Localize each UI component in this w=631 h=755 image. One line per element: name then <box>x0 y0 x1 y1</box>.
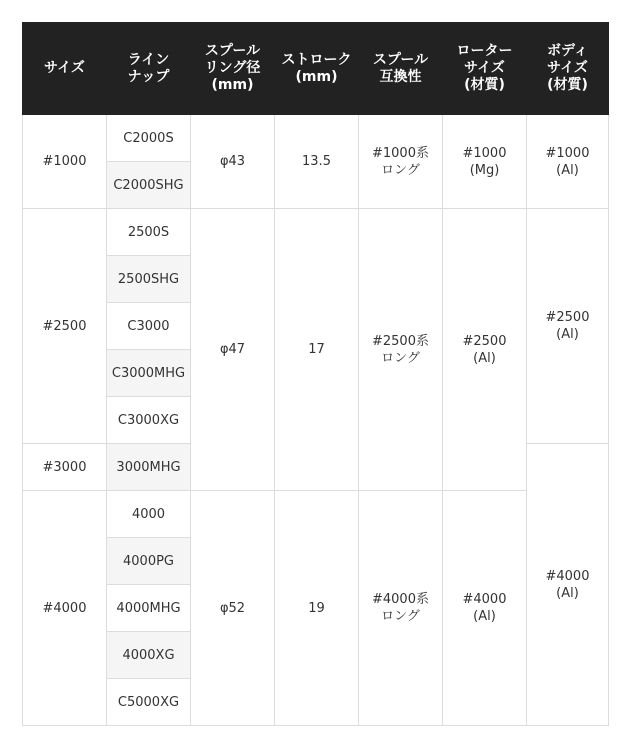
header-spool-ring: スプール リング径 (mm) <box>191 23 275 115</box>
size-cell: #4000 <box>23 491 107 726</box>
lineup-cell: 4000XG <box>107 632 191 679</box>
lineup-cell: C3000 <box>107 303 191 350</box>
rotor-cell: #2500 (Al) <box>443 209 527 491</box>
lineup-cell: 3000MHG <box>107 444 191 491</box>
body-cell: #1000 (Al) <box>527 115 609 209</box>
lineup-cell: C3000MHG <box>107 350 191 397</box>
lineup-cell: C3000XG <box>107 397 191 444</box>
table-row <box>23 209 609 256</box>
header-body: ボディ サイズ (材質) <box>527 23 609 115</box>
rotor-cell: #1000 (Mg) <box>443 115 527 209</box>
size-cell: #3000 <box>23 444 107 491</box>
stroke-cell: 19 <box>275 491 359 726</box>
table-row <box>23 115 609 162</box>
compat-cell: #1000系 ロング <box>359 115 443 209</box>
size-cell: #2500 <box>23 209 107 444</box>
header-rotor: ローター サイズ (材質) <box>443 23 527 115</box>
lineup-cell: C2000S <box>107 115 191 162</box>
lineup-cell: 2500S <box>107 209 191 256</box>
lineup-cell: 4000PG <box>107 538 191 585</box>
ring-cell: φ47 <box>191 209 275 491</box>
header-size: サイズ <box>23 23 107 115</box>
lineup-cell: 4000MHG <box>107 585 191 632</box>
lineup-cell: C2000SHG <box>107 162 191 209</box>
header-spool-compat: スプール 互換性 <box>359 23 443 115</box>
body-cell: #4000 (Al) <box>527 444 609 726</box>
body-cell: #2500 (Al) <box>527 209 609 444</box>
spec-table <box>22 22 609 726</box>
stroke-cell: 13.5 <box>275 115 359 209</box>
header-stroke: ストローク (mm) <box>275 23 359 115</box>
lineup-cell: 4000 <box>107 491 191 538</box>
lineup-cell: 2500SHG <box>107 256 191 303</box>
rotor-cell: #4000 (Al) <box>443 491 527 726</box>
compat-cell: #2500系 ロング <box>359 209 443 491</box>
header-row <box>23 23 609 115</box>
header-lineup: ライン ナップ <box>107 23 191 115</box>
lineup-cell: C5000XG <box>107 679 191 726</box>
size-cell: #1000 <box>23 115 107 209</box>
table-row <box>23 491 609 538</box>
compat-cell: #4000系 ロング <box>359 491 443 726</box>
ring-cell: φ43 <box>191 115 275 209</box>
stroke-cell: 17 <box>275 209 359 491</box>
ring-cell: φ52 <box>191 491 275 726</box>
